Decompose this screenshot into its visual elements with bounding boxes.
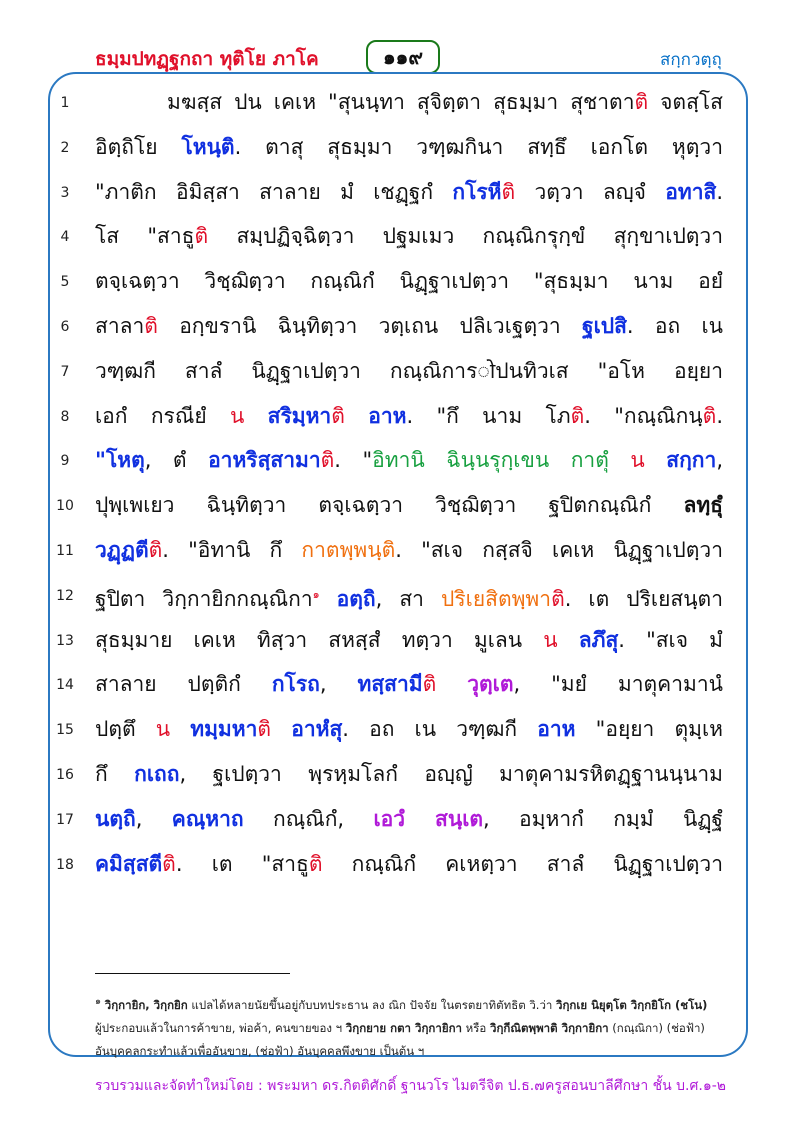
highlighted-word: น bbox=[229, 403, 268, 428]
text-segment: กณฺณิกํ, bbox=[243, 806, 374, 831]
line-number: 4 bbox=[60, 229, 70, 246]
highlighted-word: กาตพฺพนฺติ bbox=[301, 538, 396, 562]
line-text bbox=[95, 306, 723, 346]
text-line bbox=[0, 396, 800, 436]
text-line bbox=[0, 306, 800, 346]
text-line bbox=[0, 575, 800, 615]
line-text bbox=[95, 351, 723, 391]
text-segment: อิตฺถิโย bbox=[95, 134, 182, 159]
text-segment: , bbox=[716, 448, 723, 473]
line-number: 7 bbox=[60, 363, 70, 380]
text-line bbox=[0, 216, 800, 256]
footnote-line-1 bbox=[95, 990, 725, 1017]
footnote-term: วิกฺกเย นิยุตฺโต วิกฺกยิโก (ชโน) bbox=[556, 997, 708, 1012]
highlighted-word: ทมฺมหา bbox=[190, 717, 258, 742]
text-line bbox=[0, 664, 800, 704]
text-segment: . "สเจ กสฺสจิ เคเห นิฏฺฐาเปตฺวา bbox=[395, 538, 723, 562]
highlighted-word: สกฺกา bbox=[666, 448, 717, 473]
text-segment: , "มยํ มาตุคามานํ bbox=[513, 672, 723, 697]
line-text bbox=[95, 620, 723, 660]
footnote-text: หรือ bbox=[462, 1020, 490, 1035]
text-line bbox=[0, 485, 800, 525]
highlighted-word: กเถถ bbox=[134, 762, 180, 786]
text-segment: สุธมฺมาย เคเห ทิสฺวา สหสฺสํ ทตฺวา มูเลน bbox=[95, 627, 544, 652]
text-segment: อกฺขรานิ ฉินฺทิตฺวา วตฺเถน ปลิเวเฐตฺวา bbox=[157, 314, 582, 338]
highlighted-word: ติ bbox=[702, 403, 717, 428]
line-number: 3 bbox=[60, 184, 70, 201]
text-segment: "อยฺยา ตุมฺเห bbox=[575, 717, 723, 742]
line-text bbox=[95, 754, 723, 794]
text-line bbox=[0, 261, 800, 301]
footnote-term: วิกฺกีณิตพฺพาติ วิกฺกายิกา bbox=[490, 1020, 609, 1035]
text-line bbox=[0, 82, 800, 122]
text-segment: , สา bbox=[375, 586, 442, 611]
line-text bbox=[95, 485, 723, 525]
text-segment: . " bbox=[334, 448, 373, 473]
highlighted-word: กโรถ bbox=[271, 672, 320, 697]
line-number: 5 bbox=[60, 274, 70, 291]
text-segment: ตจฺเฉตฺวา วิชฺฌิตฺวา กณฺณิกํ นิฏฺฐาเปตฺวา "สุธมฺมา นาม อยํ bbox=[95, 269, 723, 294]
text-line bbox=[0, 127, 800, 167]
text-segment bbox=[609, 448, 631, 472]
line-number: 6 bbox=[60, 319, 70, 335]
highlighted-word: ฐเปสิ bbox=[581, 314, 627, 338]
line-number: 13 bbox=[56, 632, 74, 649]
text-line bbox=[0, 530, 800, 570]
highlighted-word: น bbox=[155, 717, 191, 742]
text-line bbox=[0, 620, 800, 660]
highlighted-word: ติ bbox=[194, 224, 209, 249]
text-segment: กณฺณิกํ คเหตฺวา สาลํ นิฏฺฐาเปตฺวา bbox=[322, 851, 723, 876]
highlighted-word: ทสฺสามี bbox=[357, 672, 423, 697]
highlighted-word: ปริเยสิตพฺพา bbox=[441, 586, 552, 611]
text-segment: กึ bbox=[95, 762, 135, 786]
footnote-text: ผู้ประกอบแล้วในการค้าขาย, พ่อค้า, คนขายของ ฯ bbox=[95, 1020, 346, 1035]
footnote-term: วิกฺกายิก, วิกฺกยิก bbox=[104, 997, 188, 1012]
text-line bbox=[0, 351, 800, 391]
footnote-marker: ๑ bbox=[95, 996, 102, 1007]
line-text bbox=[95, 575, 723, 619]
line-number: 14 bbox=[56, 677, 74, 694]
footnote-rule bbox=[95, 973, 290, 974]
highlighted-word: ติ bbox=[331, 403, 345, 428]
highlighted-word: สริมฺหา bbox=[267, 403, 332, 428]
highlighted-word: ลทฺธุํ bbox=[683, 493, 723, 518]
line-text bbox=[95, 216, 723, 256]
highlighted-word: อาห bbox=[368, 403, 407, 428]
footnote-text: แปลได้หลายนัยขึ้นอยู่กับบทประธาน ลง ณิก ปัจจัย ในตรตยาทิตัทธิต วิ.ว่า bbox=[187, 997, 557, 1012]
line-number: 2 bbox=[60, 139, 70, 156]
highlighted-word: อาห bbox=[537, 717, 576, 742]
line-text bbox=[95, 844, 723, 884]
highlighted-word: น bbox=[543, 627, 579, 652]
text-line bbox=[0, 754, 800, 794]
highlighted-word: ติ bbox=[162, 851, 176, 876]
text-segment: . bbox=[716, 403, 723, 428]
footnote-ref: ๑ bbox=[312, 587, 320, 601]
text-segment: สมฺปฏิจฺฉิตฺวา ปฐมเมว กณฺณิกรุกฺขํ สุกฺขาเปตฺวา bbox=[208, 224, 723, 249]
text-segment bbox=[645, 448, 667, 472]
line-text bbox=[95, 799, 723, 839]
highlighted-word: วฏฺฏตี bbox=[95, 538, 149, 562]
text-segment: จตสฺโส bbox=[648, 90, 723, 114]
highlighted-word: ติ bbox=[501, 179, 516, 204]
text-segment: . เต ปริเยสนฺตา bbox=[564, 586, 723, 611]
highlighted-word: ติ bbox=[570, 403, 585, 428]
highlighted-word: ติ bbox=[422, 672, 437, 697]
text-line bbox=[0, 799, 800, 839]
line-number: 9 bbox=[60, 453, 70, 470]
text-line bbox=[0, 844, 800, 884]
section-title: สกฺกวตฺถุ bbox=[660, 50, 722, 70]
text-segment: . bbox=[716, 179, 723, 204]
text-segment bbox=[345, 404, 368, 428]
line-text bbox=[95, 261, 723, 301]
line-number: 8 bbox=[60, 408, 70, 425]
footnote-term: วิกฺกยาย กตา วิกฺกายิกา bbox=[345, 1020, 463, 1035]
footer-course: ครูสอนบาลีศึกษา ชั้น บ.ศ.๑-๒ bbox=[545, 1078, 727, 1094]
highlighted-word: ติ bbox=[551, 586, 565, 611]
text-line bbox=[0, 172, 800, 212]
highlighted-word: นตฺถิ bbox=[95, 806, 136, 831]
highlighted-word: น bbox=[630, 448, 645, 473]
highlighted-word: อทาสิ bbox=[665, 179, 717, 204]
text-segment: วฑฺฒกี สาลํ นิฏฺฐาเปตฺวา กณฺณิการोปนทิวเส "อโห อยฺยา bbox=[95, 358, 723, 383]
highlighted-word: อิทานิ ฉินฺนรุกฺเขน กาตุํ bbox=[372, 448, 609, 473]
page-header bbox=[0, 0, 800, 80]
line-number: 15 bbox=[56, 722, 74, 739]
footnote-line-2 bbox=[95, 1017, 725, 1040]
line-text bbox=[95, 82, 723, 122]
text-segment: สาลา bbox=[95, 314, 145, 338]
text-segment: ปุพฺเพเยว ฉินฺทิตฺวา ตจฺเฉตฺวา วิชฺฌิตฺวา ฐปิตกณฺณิกํ bbox=[95, 493, 684, 518]
text-segment bbox=[320, 587, 337, 611]
line-text bbox=[95, 530, 723, 570]
highlighted-word: ติ bbox=[144, 314, 158, 338]
text-segment: . "กึ นาม โภ bbox=[406, 403, 571, 428]
text-segment: , ตํ bbox=[144, 448, 209, 473]
text-segment bbox=[436, 672, 467, 696]
highlighted-word: อาหํสุ bbox=[291, 717, 343, 742]
page-footer bbox=[95, 1075, 735, 1097]
text-segment: ฐปิตา วิกฺกายิกกณฺณิกา bbox=[95, 586, 313, 611]
highlighted-word: วุตฺเต bbox=[467, 672, 514, 697]
book-title: ธมฺมปทฏฺฐกถา ทุติโย ภาโค bbox=[95, 48, 319, 70]
line-number: 11 bbox=[56, 543, 74, 559]
highlighted-word: เอวํ สนฺเต bbox=[373, 806, 484, 831]
text-segment: . ตาสุ สุธมฺมา วฑฺฒกินา สทฺธึ เอกโต หุตฺวา bbox=[234, 134, 723, 159]
text-segment: . อถ เน วฑฺฒกี bbox=[342, 717, 538, 742]
highlighted-word: ติ bbox=[148, 538, 163, 562]
line-text bbox=[95, 664, 723, 704]
text-segment: . "กณฺณิกนฺ bbox=[584, 403, 703, 428]
line-number: 12 bbox=[56, 587, 74, 604]
text-segment: มฆสฺส ปน เคเห "สุนนฺทา สุจิตฺตา สุธมฺมา สุชาตา bbox=[95, 90, 635, 114]
line-text bbox=[95, 396, 723, 436]
highlighted-word: อตฺถิ bbox=[336, 586, 376, 611]
highlighted-word: ลภึสุ bbox=[578, 627, 619, 652]
highlighted-word: คมิสฺสตี bbox=[95, 851, 163, 876]
text-segment: ปตฺตึ bbox=[95, 717, 156, 742]
highlighted-word: ติ bbox=[320, 448, 335, 473]
text-segment: "ภาติก อิมิสฺสา สาลาย มํ เชฏฺฐกํ bbox=[95, 179, 453, 204]
footnote-text: (กณฺณิกา) (ช่อฟ้า) bbox=[608, 1020, 705, 1035]
line-text bbox=[95, 172, 723, 212]
highlighted-word: ติ bbox=[634, 90, 649, 114]
footer-author: รวบรวมและจัดทำใหม่โดย : พระมหา ดร.กิตติศักดิ์ ฐานวโร ไมตรีจิต ป.ธ.๗ bbox=[95, 1078, 545, 1094]
footnote bbox=[95, 990, 725, 1063]
line-text bbox=[95, 709, 723, 749]
text-segment: , bbox=[319, 672, 358, 697]
highlighted-word: ติ bbox=[308, 851, 323, 876]
line-number: 17 bbox=[56, 811, 74, 828]
line-number: 16 bbox=[56, 767, 74, 783]
line-text bbox=[95, 440, 723, 480]
line-number: 10 bbox=[56, 498, 74, 515]
text-segment: , bbox=[135, 806, 172, 831]
text-segment: สาลาย ปตฺติกํ bbox=[95, 672, 272, 697]
text-segment: , ฐเปตฺวา พฺรหฺมโลกํ อญฺญํ มาตุคามรหิตฏฺฐานนฺนาม bbox=[179, 762, 723, 786]
text-segment: เอกํ กรณียํ bbox=[95, 403, 230, 428]
text-segment: วตฺวา ลญฺจํ bbox=[515, 179, 666, 204]
line-number: 1 bbox=[60, 95, 70, 111]
line-text bbox=[95, 127, 723, 167]
footnote-line-3: อันบุคคลกระทำแล้วเพื่ออันขาย, (ช่อฟ้า) อันบุคคลพึงขาย เป็นต้น ฯ bbox=[95, 1043, 425, 1058]
text-segment: , อมฺหากํ กมฺมํ นิฏฺฐํ bbox=[483, 806, 723, 831]
highlighted-word: "โหตุ bbox=[95, 448, 145, 473]
text-segment: . "สเจ มํ bbox=[618, 627, 723, 652]
highlighted-word: คณฺหาถ bbox=[171, 806, 244, 831]
highlighted-word: ติ bbox=[257, 717, 272, 742]
highlighted-word: อาหริสฺสามา bbox=[208, 448, 321, 473]
line-number: 18 bbox=[56, 856, 74, 873]
text-segment: โส "สาธู bbox=[95, 224, 195, 249]
highlighted-word: โหนฺติ bbox=[181, 134, 235, 159]
text-segment: . "อิทานิ กึ bbox=[162, 538, 302, 562]
page-number: ๑๑๙ bbox=[366, 40, 440, 74]
text-line bbox=[0, 440, 800, 480]
highlighted-word: กโรหี bbox=[452, 179, 502, 204]
text-segment: . เต "สาธู bbox=[175, 851, 309, 876]
text-segment: . อถ เน bbox=[626, 314, 723, 338]
text-line bbox=[0, 709, 800, 749]
text-segment bbox=[271, 717, 291, 741]
